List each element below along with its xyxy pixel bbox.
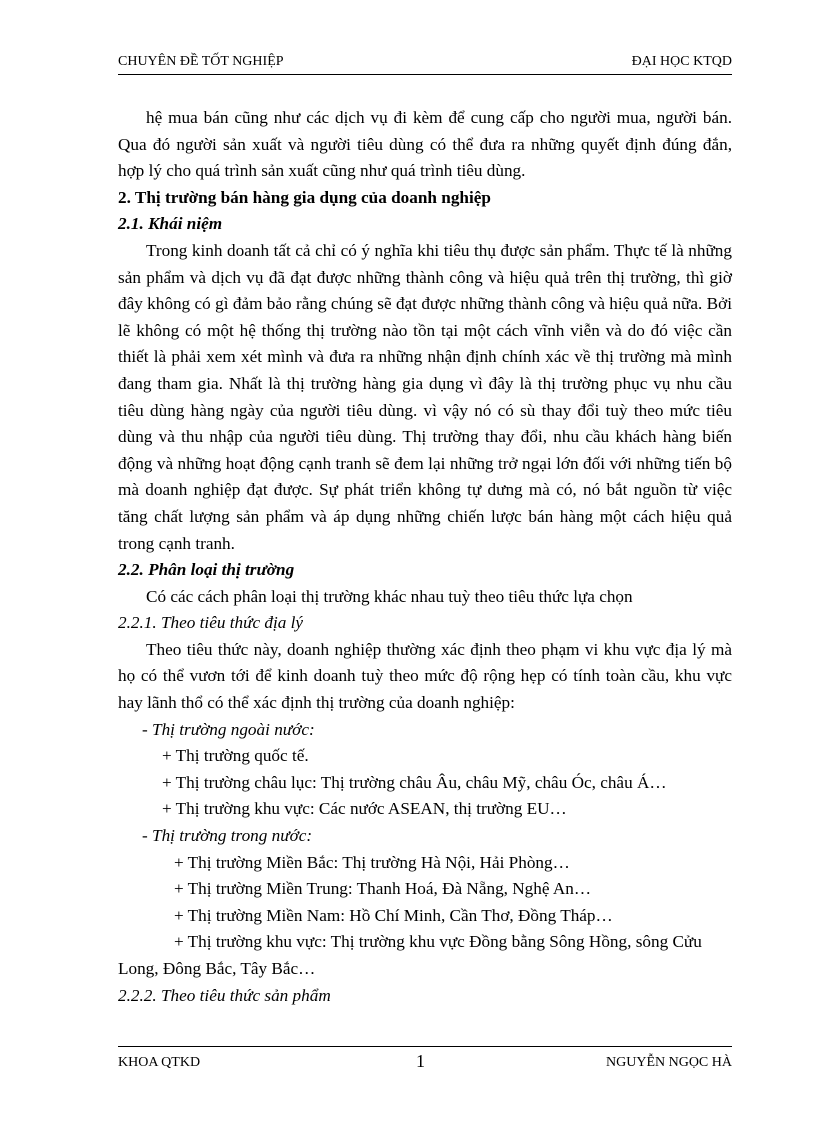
- para-concept: Trong kinh doanh tất cả chỉ có ý nghĩa khi tiêu thụ được sản phẩm. Thực tế là những sản phẩm và dịch vụ đã đạt được những thành công và hiệu quả trên thị trường, thì giờ đây không có gì đảm bảo rằng chúng sẽ đạt được những thành công và hiệu quả nữa. Bởi lẽ không có một hệ thống thị trường nào tồn tại một cách vĩnh viễn và do đó việc cần thiết là phải xem xét mình và đưa ra những nhận định chính xác về thị trường mà mình đang tham gia. Nhất là thị trường hàng gia dụng vì đây là thị trường phục vụ nhu cầu tiêu dùng hàng ngày của người tiêu dùng. vì vậy nó có sù thay đổi tuỳ theo mức tiêu dùng và thu nhập của người tiêu dùng. Thị trường thay đổi, nhu cầu khách hàng biến động và những hoạt động cạnh tranh sẽ đem lại những trở ngại lớn đối với những tiến bộ mà doanh nghiệp đạt được. Sự phát triển không tự dưng mà có, nó bắt nguồn từ việc tăng chất lượng sản phẩm và áp dụng những chiến lược bán hàng một cách hiệu quả trong cạnh tranh.: [118, 240, 732, 553]
- para-classification: Có các cách phân loại thị trường khác nhau tuỳ theo tiêu thức lựa chọn: [146, 586, 633, 606]
- footer-right: NGUYỄN NGỌC HÀ: [606, 1055, 732, 1070]
- heading-2-2-1: 2.2.1. Theo tiêu thức địa lý: [118, 613, 304, 633]
- list-item-region-domestic-line1: + Thị trường khu vực: Thị trường khu vực Đồng bằng Sông Hồng, sông Cửu: [174, 932, 702, 952]
- list-dash-foreign: - Thị trường ngoài nước:: [142, 719, 315, 739]
- header-left: CHUYÊN ĐỀ TỐT NGHIỆP: [118, 54, 284, 69]
- para-intro-line1: hệ mua bán cũng như các dịch vụ đi kèm để cung cấp cho người mua, người bán.: [146, 108, 732, 127]
- list-item-international: + Thị trường quốc tế.: [162, 746, 309, 766]
- heading-2: 2. Thị trường bán hàng gia dụng của doanh nghiệp: [118, 187, 491, 207]
- list-item-north: + Thị trường Miền Bắc: Thị trường Hà Nội, Hải Phòng…: [174, 852, 570, 872]
- footer-left: KHOA QTKD: [118, 1055, 201, 1070]
- heading-2-2: 2.2. Phân loại thị trường: [118, 560, 295, 580]
- list-item-continent: + Thị trường châu lục: Thị trường châu Âu, châu Mỹ, châu Óc, châu Á…: [162, 772, 667, 792]
- heading-2-2-2: 2.2.2. Theo tiêu thức sản phẩm: [118, 985, 331, 1005]
- page-number: 1: [416, 1051, 425, 1071]
- list-item-region-foreign: + Thị trường khu vực: Các nước ASEAN, thị trường EU…: [162, 799, 567, 819]
- header-right: ĐẠI HỌC KTQD: [631, 54, 732, 69]
- para-intro-line2: Qua đó người sản xuất và người tiêu dùng có thể đưa ra những quyết định đúng đắn,: [118, 134, 732, 154]
- para-intro-line3: hợp lý cho quá trình sản xuất cũng như quá trình tiêu dùng.: [118, 161, 526, 181]
- document-body: [118, 105, 732, 1009]
- page-footer: [118, 1046, 732, 1075]
- list-item-south: + Thị trường Miền Nam: Hồ Chí Minh, Cần Thơ, Đồng Tháp…: [174, 905, 613, 925]
- page-header: [118, 52, 732, 75]
- list-item-central: + Thị trường Miền Trung: Thanh Hoá, Đà Nẵng, Nghệ An…: [174, 879, 592, 899]
- list-item-region-domestic-line2: Long, Đông Bắc, Tây Bắc…: [118, 959, 316, 978]
- list-dash-domestic: - Thị trường trong nước:: [142, 826, 313, 846]
- para-geography: Theo tiêu thức này, doanh nghiệp thường xác định theo phạm vi khu vực địa lý mà họ có thể vươn tới để kinh doanh tuỳ theo mức độ rộng hẹp có tính toàn cầu, khu vực hay lãnh thổ có thể xác định thị trường của doanh nghiệp:: [118, 639, 732, 713]
- heading-2-1: 2.1. Khái niệm: [118, 214, 223, 234]
